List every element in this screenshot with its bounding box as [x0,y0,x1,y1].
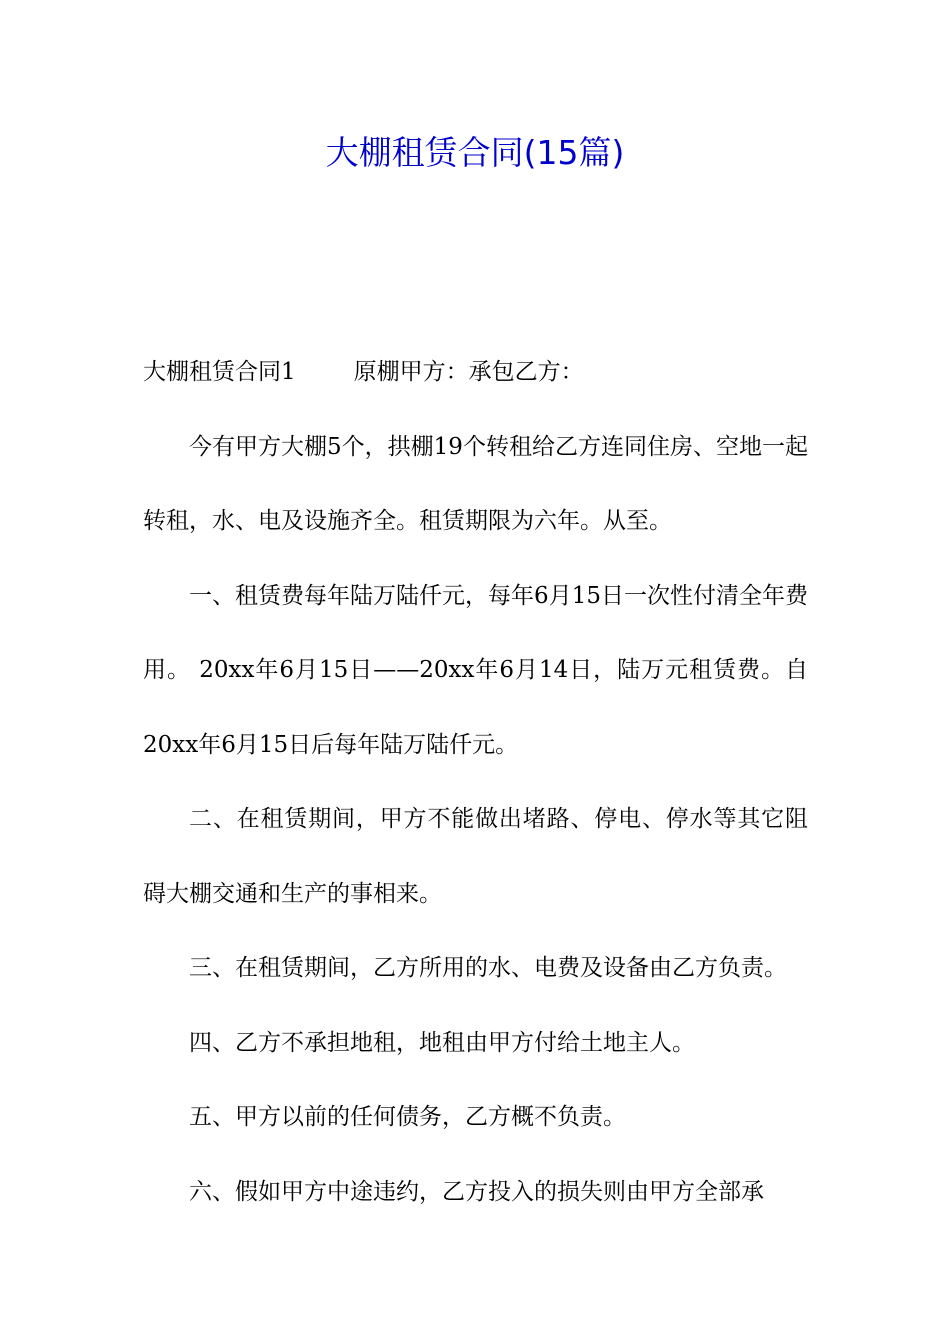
paragraph-clause-5: 五、甲方以前的任何债务，乙方概不负责。 [189,1104,626,1130]
document-title: 大棚租赁合同(15篇) [325,133,625,172]
paragraph-preamble: 今有甲方大棚5个，拱棚19个转租给乙方连同住房、空地一起转租，水、电及设施齐全。租赁期限为六年。从至。 [143,433,808,534]
paragraph-clause-3: 三、在租赁期间，乙方所用的水、电费及设备由乙方负责。 [189,955,787,981]
contract-parties: 原棚甲方：承包乙方： [353,359,584,385]
paragraph-clause-2: 二、在租赁期间，甲方不能做出堵路、停电、停水等其它阻碍大棚交通和生产的事相来。 [143,806,808,907]
document-body [143,335,808,1229]
contract-heading: 大棚租赁合同1 [143,359,296,385]
paragraph-clause-4: 四、乙方不承担地租，地租由甲方付给土地主人。 [189,1029,695,1056]
paragraph-clause-6: 六、假如甲方中途违约，乙方投入的损失则由甲方全部承 [189,1178,764,1205]
intro-line [143,335,808,410]
paragraph-clause-1: 一、租赁费每年陆万陆仟元，每年6月15日一次性付清全年费用。 20xx年6月15日——20xx年6月14日，陆万元租赁费。自20xx年6月15日后每年陆万陆仟元。 [143,582,808,758]
